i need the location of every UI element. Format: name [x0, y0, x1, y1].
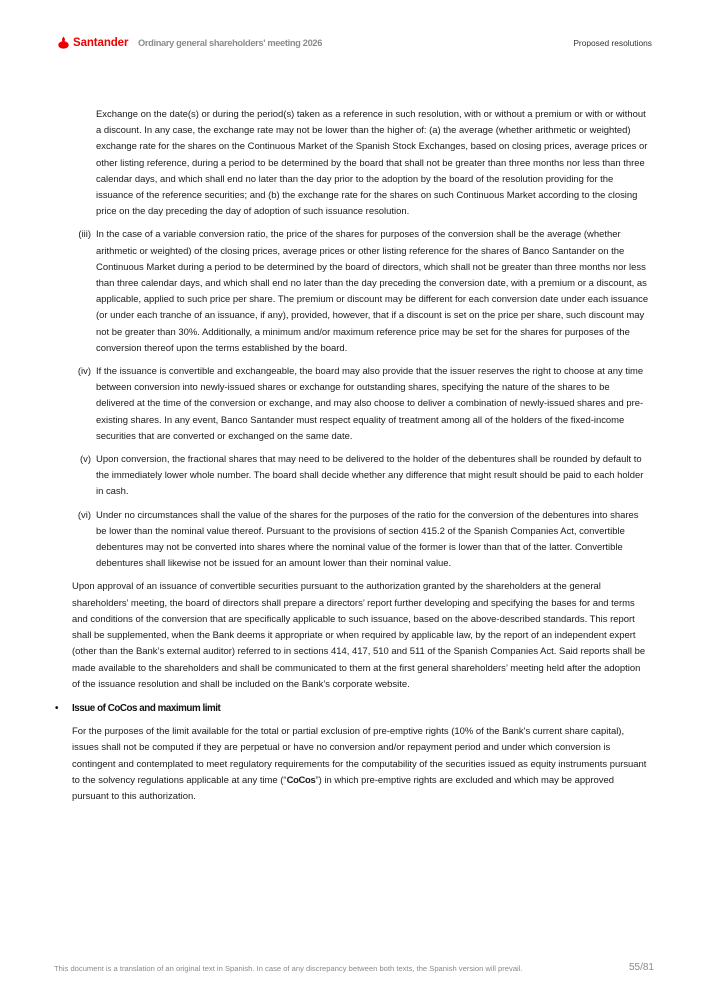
list-item-v [72, 452, 649, 501]
list-item-iv [72, 364, 649, 445]
list-item-iii [72, 227, 649, 357]
cocos-term: CoCos [286, 774, 316, 786]
list-marker: (iv) [77, 366, 91, 378]
brand-name: Santander [73, 36, 129, 49]
continued-paragraph: Exchange on the date(s) or during the period(s) taken as a reference in such resolution, with or without a premium or with or without a discount. In any case, the exchange rate may not be lower than the higher of: (a) the average (whether arithmetic or weighted) exchange rate for the shares on the Continuous Market of the Spanish Stock Exchanges, based on closing prices, average prices or other listing reference, during a period to be determined by the board that shall not be greater than three months nor less than three calendar days, and which shall end no later than the day prior to the adoption by the board of the resolution providing for the issuance of the reference securities; and (b) the exchange rate for the shares on such Continuous Market according to the closing price on the day preceding the day of adoption of such issuance resolution. [96, 109, 648, 218]
page-header [57, 36, 652, 52]
cocos-heading [55, 701, 649, 717]
santander-logo [57, 36, 128, 49]
list-item-text: In the case of a variable conversion ratio, the price of the shares for purposes of the conversion shall be the average (whether arithmetic or weighted) of the closing prices, average prices or other listing reference for the shares of Banco Santander on the Continuous Market during a period to be determined by the board of directors, which shall not be greater than three months nor less than three calendar days, and which shall end no later than the day preceding the conversion date, with a premium or a discount, as applicable, applied to such price per share. The premium or discount may be different for each conversion date under each issuance (or under each tranche of an issuance, if any), provided, however, that if a discount is set on the price per share, such discount may not be greater than 30%. Additionally, a minimum and/or maximum reference price may be set for the shares for purposes of the conversion thereof upon the terms established by the board. [96, 229, 649, 354]
page-number: 55/81 [628, 962, 654, 973]
section-label: Proposed resolutions [573, 38, 652, 48]
translation-disclaimer: This document is a translation of an original text in Spanish. In case of any discrepancy between both texts, the Spanish version will prevail. [54, 964, 523, 973]
list-item-text: Under no circumstances shall the value of the shares for the purposes of the ratio for the conversion of the debentures into shares be lower than the nominal value thereof. Pursuant to the provisions of section 415.2 of the Spanish Companies Act, convertible debentures may not be converted into shares where the nominal value of the former is lower than that of the latter. Convertible debentures shall likewise not be issued for an amount lower than their nominal value. [96, 509, 639, 570]
cocos-text-after: ”) in which pre-emptive rights are excluded and which may be approved pursuant to this authorization. [72, 774, 614, 802]
cocos-heading-text: Issue of CoCos and maximum limit [72, 702, 221, 714]
document-body [55, 107, 649, 805]
approval-paragraph: Upon approval of an issuance of convertible securities pursuant to the authorization granted by the shareholders at the general shareholders’ meeting, the board of directors shall prepare a directors’ report further developing and specifying the bases for and terms and conditions of the conversion that are specifically applicable to such issuance, based on the above-described standards. This report shall be supplemented, when the Bank deems it appropriate or when required by applicable law, by the report of an independent expert (other than the Bank’s external auditor) referred to in sections 414, 417, 510 and 511 of the Spanish Companies Act. Said reports shall be made available to the shareholders and shall be communicated to them at the first general shareholders’ meeting held after the adoption of the issuance resolution and shall be included on the Bank’s corporate website. [72, 581, 646, 690]
list-item-text: If the issuance is convertible and exchangeable, the board may also provide that the issuer reserves the right to choose at any time between conversion into newly-issued shares or exchange for outstanding shares, specifying the nature of the shares to be delivered at the time of the conversion or exchange, and may also choose to deliver a combination of newly-issued shares and pre-existing shares. In any event, Banco Santander must respect equality of treatment among all of the holders of the fixed-income securities that are converted or exchanged on the same date. [96, 366, 644, 442]
page-footer [54, 962, 654, 976]
document-title: Ordinary general shareholders' meeting 2026 [138, 38, 323, 48]
list-item-text: Upon conversion, the fractional shares that may need to be delivered to the holder of the debentures shall be rounded by default to the immediately lower whole number. The board shall decide whether any difference that might result should be paid to each holder in cash. [96, 454, 644, 498]
list-marker: (vi) [77, 509, 91, 521]
cocos-paragraph [72, 724, 649, 805]
flame-icon [57, 36, 70, 49]
cocos-text-before: For the purposes of the limit available for the total or partial exclusion of pre-emptive rights (10% of the Bank's current share capital), issues shall not be computed if they are perpetual or have no conversion and/or repayment period and under which conversion is contingent and contemplated to meet regulatory requirements for the computability of the securities issued as equity instruments pursuant to the solvency regulations applicable at any time (“ [72, 726, 647, 786]
list-item-vi [72, 508, 649, 573]
bullet-icon: • [55, 702, 58, 714]
list-marker: (v) [79, 454, 91, 466]
list-marker: (iii) [78, 229, 91, 241]
